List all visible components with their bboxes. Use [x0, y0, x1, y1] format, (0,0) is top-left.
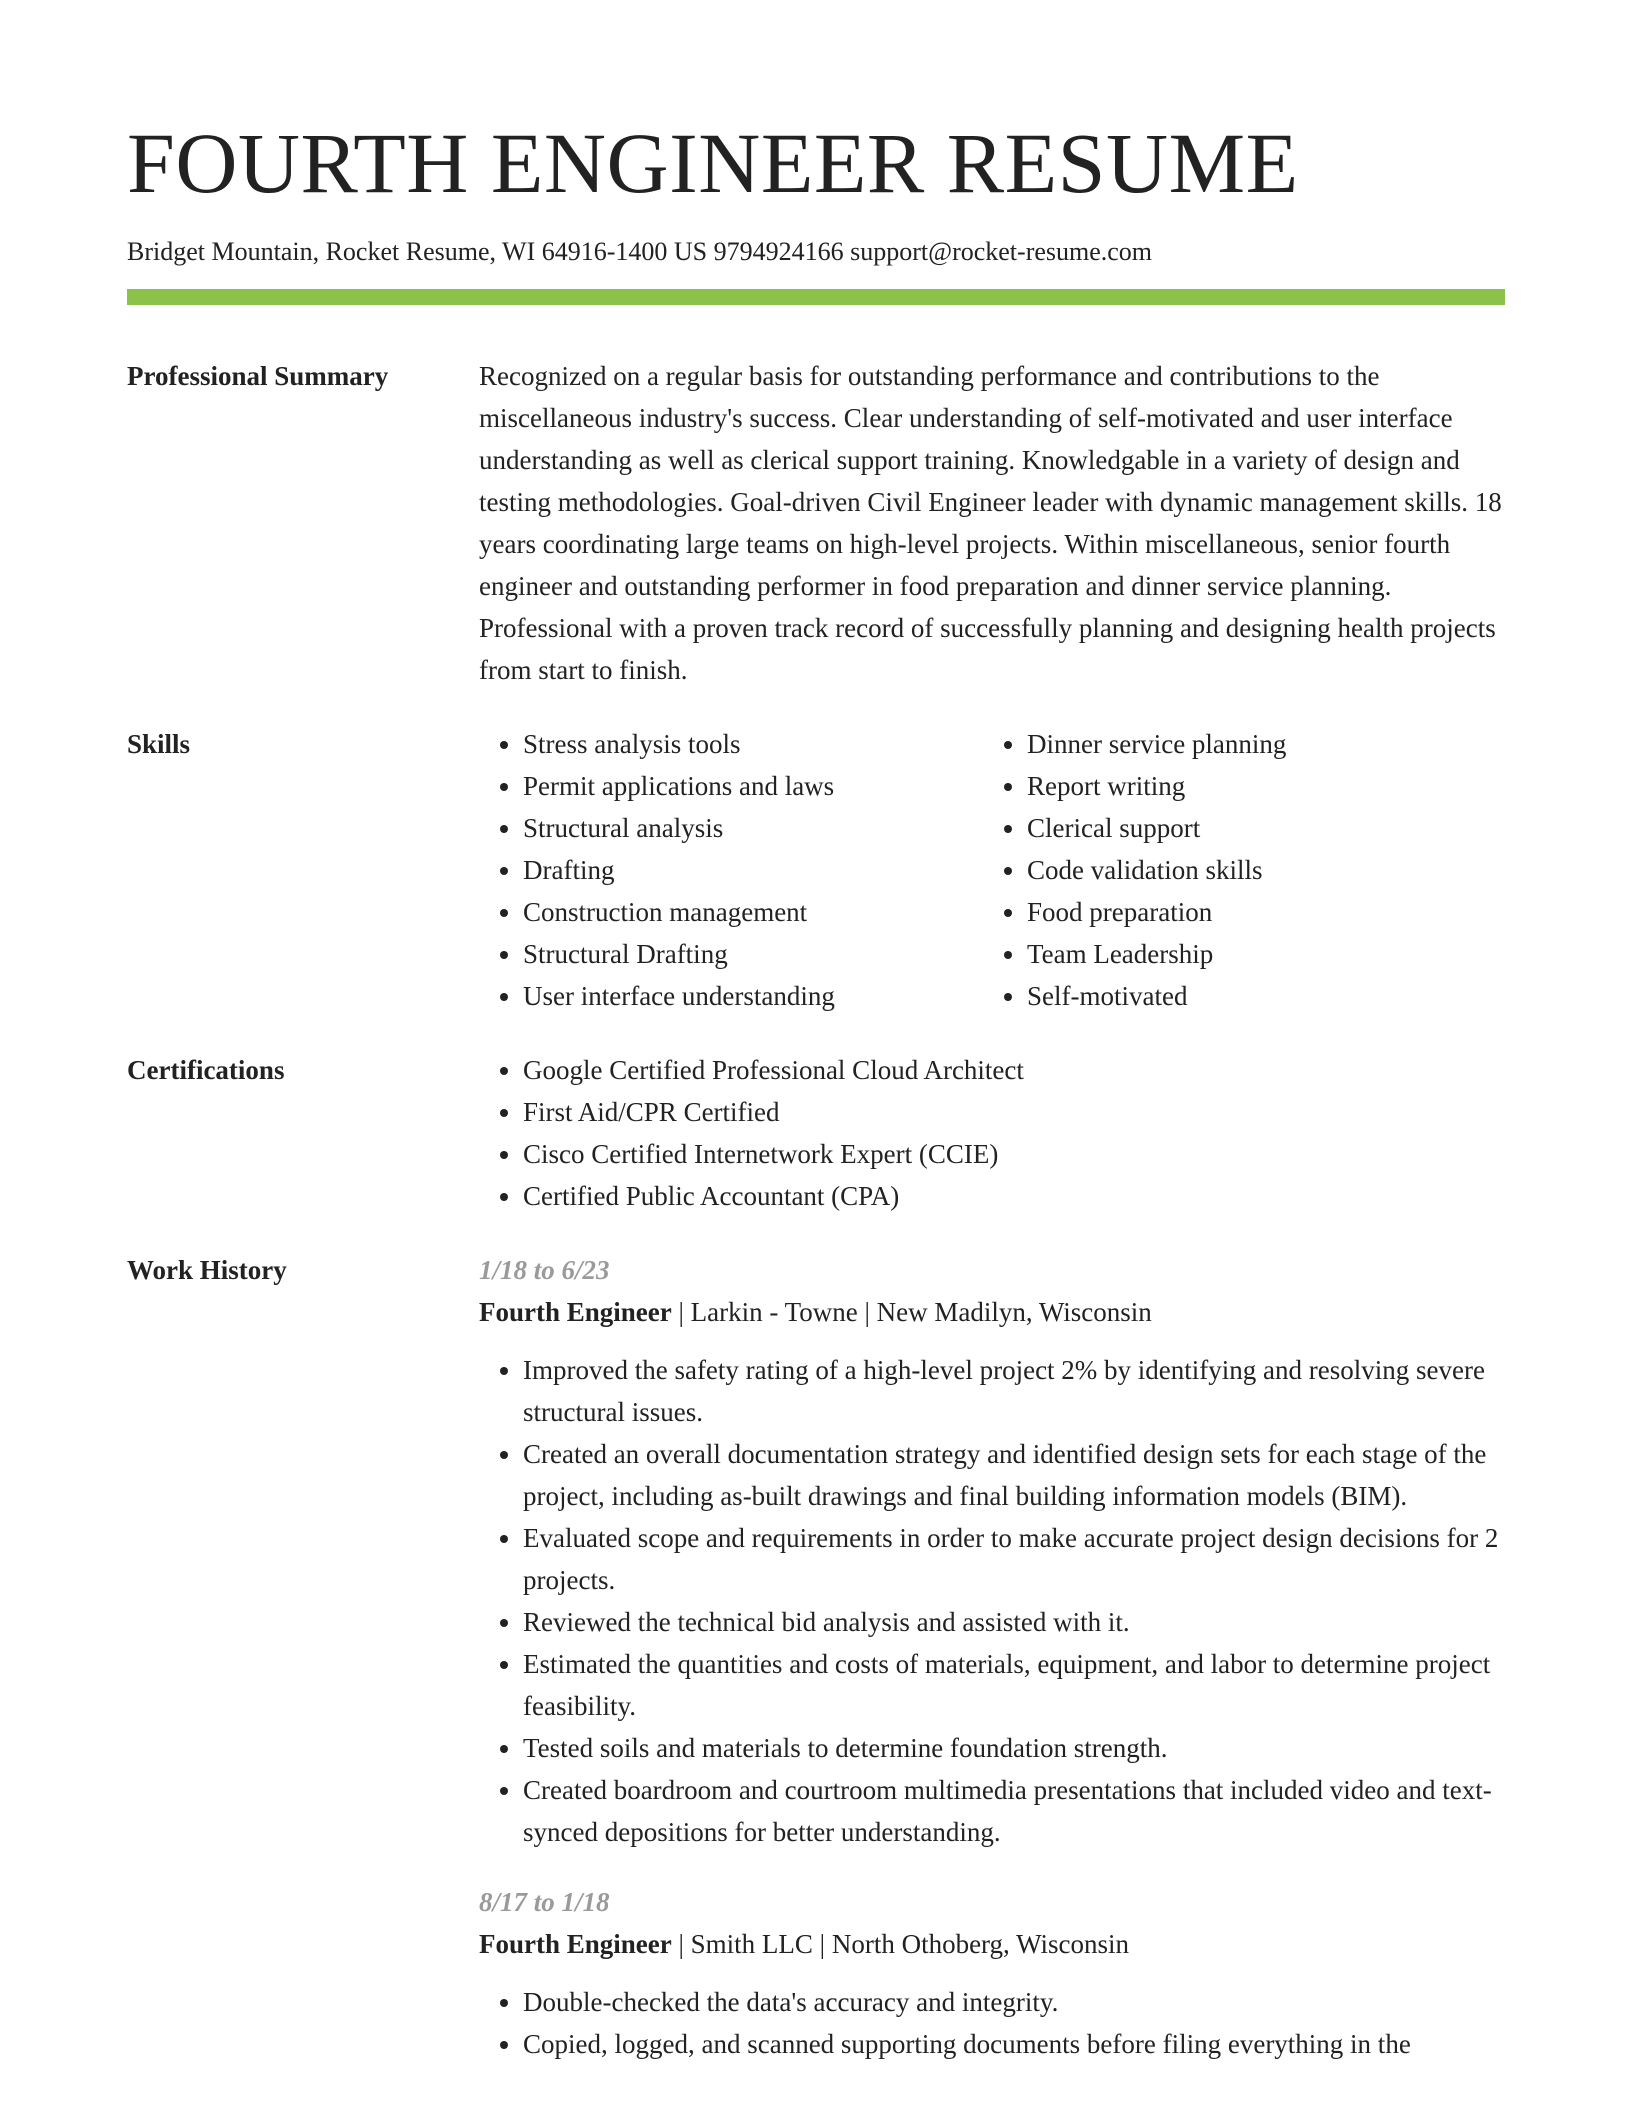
- skill-item: • Structural Drafting: [523, 933, 983, 975]
- job-bullet: • Double-checked the data's accuracy and integrity.: [523, 1981, 1505, 2023]
- summary-text: Recognized on a regular basis for outstanding performance and contributions to the miscellaneous industry's success. Clear understanding of self-motivated and user interface understanding as well as clerical support training. Knowledgable in a variety of design and testing methodologies. Goal-driven Civil Engineer leader with dynamic management skills. 18 years coordinating large teams on high-level projects. Within miscellaneous, senior fourth engineer and outstanding performer in food preparation and dinner service planning. Professional with a proven track record of successfully planning and designing health projects from start to finish.: [479, 361, 1502, 686]
- jobs-container: [479, 1249, 1505, 2093]
- job-bullet: • Reviewed the technical bid analysis and assisted with it.: [523, 1601, 1505, 1643]
- job-dates: 8/17 to 1/18: [479, 1887, 610, 1918]
- job-bullet: • Created boardroom and courtroom multimedia presentations that included video and text-synced depositions for better understanding.: [523, 1769, 1505, 1853]
- skill-item: • Drafting: [523, 849, 983, 891]
- skill-item: • Permit applications and laws: [523, 765, 983, 807]
- summary-label: Professional Summary: [127, 361, 389, 392]
- job-bullet: • Estimated the quantities and costs of materials, equipment, and labor to determine project feasibility.: [523, 1643, 1505, 1727]
- page-title: FOURTH ENGINEER RESUME: [127, 115, 1299, 211]
- resume-page: [127, 115, 1505, 2093]
- certification-item: • First Aid/CPR Certified: [523, 1091, 1505, 1133]
- job-bullet: • Evaluated scope and requirements in order to make accurate project design decisions for 2 projects.: [523, 1517, 1505, 1601]
- skill-item: • Team Leadership: [1027, 933, 1487, 975]
- job-bullet: • Copied, logged, and scanned supporting documents before filing everything in the: [523, 2023, 1505, 2065]
- skill-item: • Stress analysis tools: [523, 723, 983, 765]
- skills-section: [127, 723, 1505, 1017]
- work-history-label: Work History: [127, 1255, 287, 1286]
- skill-item: • Self-motivated: [1027, 975, 1487, 1017]
- certifications-label: Certifications: [127, 1055, 285, 1086]
- job-bullet: • Created an overall documentation strategy and identified design sets for each stage of the project, including as-built drawings and final building information models (BIM).: [523, 1433, 1505, 1517]
- work-history-section: [127, 1249, 1505, 2093]
- skills-column-2: [983, 723, 1487, 1017]
- skill-item: • Construction management: [523, 891, 983, 933]
- skill-item: • Structural analysis: [523, 807, 983, 849]
- job-entry: [479, 1881, 1505, 2065]
- certification-item: • Cisco Certified Internetwork Expert (CCIE): [523, 1133, 1505, 1175]
- job-bullet: • Improved the safety rating of a high-level project 2% by identifying and resolving severe structural issues.: [523, 1349, 1505, 1433]
- job-details: | Larkin - Towne | New Madilyn, Wisconsin: [671, 1297, 1152, 1328]
- accent-divider: [127, 289, 1505, 305]
- skill-item: • Clerical support: [1027, 807, 1487, 849]
- skill-item: • Food preparation: [1027, 891, 1487, 933]
- summary-section: [127, 355, 1505, 691]
- job-header: [479, 1291, 1505, 1333]
- skills-column-1: [479, 723, 983, 1017]
- skills-label: Skills: [127, 729, 191, 760]
- job-bullet: • Tested soils and materials to determine foundation strength.: [523, 1727, 1505, 1769]
- job-title: Fourth Engineer: [479, 1929, 672, 1960]
- skill-item: • Report writing: [1027, 765, 1487, 807]
- skill-item: • Dinner service planning: [1027, 723, 1487, 765]
- job-bullets: [479, 1349, 1505, 1853]
- job-title: Fourth Engineer: [479, 1297, 672, 1328]
- certifications-section: [127, 1049, 1505, 1217]
- skill-item: • User interface understanding: [523, 975, 983, 1017]
- job-bullets: [479, 1981, 1505, 2065]
- certifications-list: [479, 1049, 1505, 1217]
- certification-item: • Certified Public Accountant (CPA): [523, 1175, 1505, 1217]
- contact-info: Bridget Mountain, Rocket Resume, WI 64916-1400 US 9794924166 support@rocket-resume.com: [127, 237, 1153, 266]
- certification-item: • Google Certified Professional Cloud Architect: [523, 1049, 1505, 1091]
- skill-item: • Code validation skills: [1027, 849, 1487, 891]
- job-details: | Smith LLC | North Othoberg, Wisconsin: [671, 1929, 1129, 1960]
- job-header: [479, 1923, 1505, 1965]
- job-dates: 1/18 to 6/23: [479, 1255, 610, 1286]
- job-entry: [479, 1249, 1505, 1853]
